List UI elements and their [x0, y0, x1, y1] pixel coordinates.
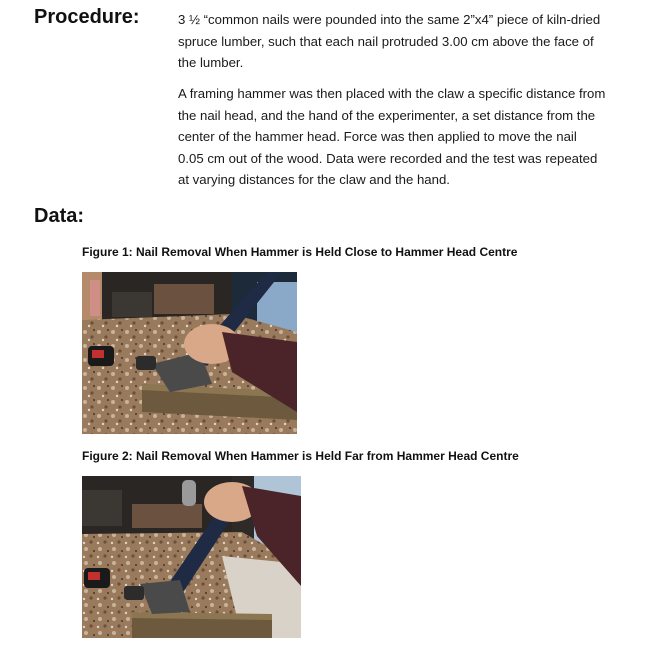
procedure-paragraph-1 [178, 9, 658, 74]
procedure-line: the nail head, and the hand of the experimenter, a set distance from the [178, 107, 596, 123]
procedure-heading: Procedure: [34, 6, 140, 28]
procedure-paragraph-2 [178, 83, 658, 191]
data-heading: Data: [34, 205, 85, 227]
figure-1-photo [82, 272, 297, 434]
procedure-line: A framing hammer was then placed with the claw a specific distance from [178, 86, 606, 101]
procedure-line: spruce lumber, such that each nail protruded 3.00 cm above the face of [178, 33, 594, 49]
procedure-line: the lumber. [178, 55, 244, 70]
procedure-line: 0.05 cm out of the wood. Data were recorded and the test was repeated [178, 150, 598, 166]
figure-2-photo [82, 476, 301, 638]
figure-1-caption: Figure 1: Nail Removal When Hammer is Held Close to Hammer Head Centre [82, 245, 518, 259]
figure-2-caption: Figure 2: Nail Removal When Hammer is Held Far from Hammer Head Centre [82, 449, 519, 463]
procedure-line: center of the hammer head. Force was then applied to move the nail [178, 129, 577, 144]
procedure-line: 3 ½ “common nails were pounded into the same 2”x4” piece of kiln-dried [178, 12, 601, 27]
procedure-line: at varying distances for the claw and the hand. [178, 172, 450, 187]
